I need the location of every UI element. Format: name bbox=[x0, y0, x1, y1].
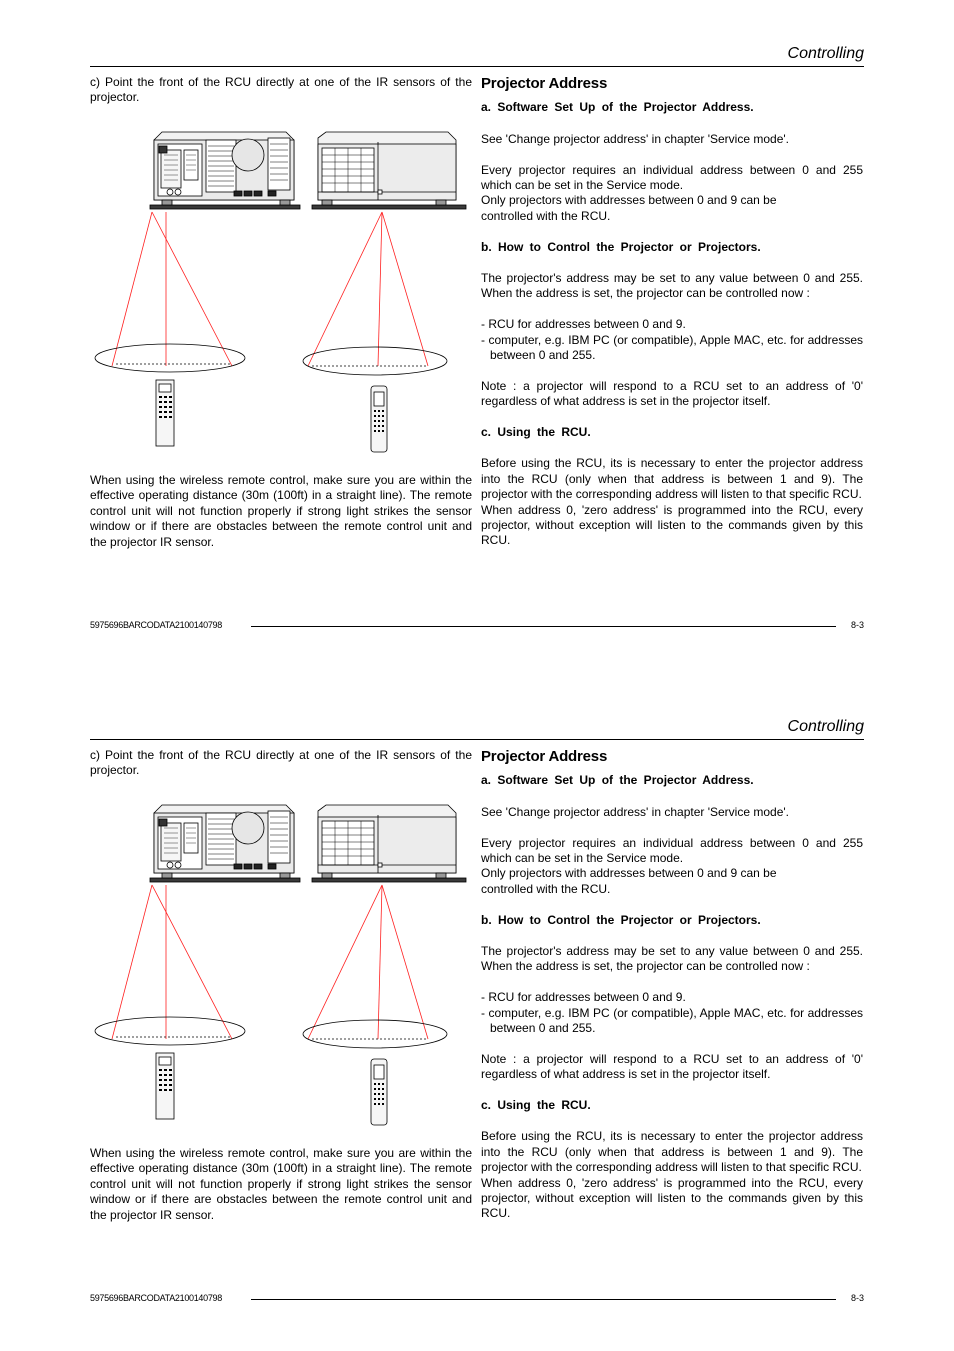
operating-range-ellipse bbox=[95, 344, 447, 375]
operating-range-ellipse bbox=[95, 1017, 447, 1048]
remote-control-icon bbox=[156, 380, 174, 446]
subheading-b: b. How to Control the Projector or Projectors. bbox=[481, 239, 761, 254]
paragraph: See 'Change projector address' in chapter 'Service mode'. bbox=[481, 804, 789, 819]
ir-beam bbox=[112, 885, 428, 1039]
subheading-a: a. Software Set Up of the Projector Address. bbox=[481, 100, 754, 115]
section-title: Projector Address bbox=[481, 748, 608, 765]
paragraph: Every projector requires an individual address between 0 and 255 which can be set in the Service mode. bbox=[481, 835, 863, 866]
left-column bbox=[90, 75, 472, 106]
note-text: Note : a projector will respond to a RCU set to an address of '0' regardless of what address is set in the projector itself. bbox=[481, 378, 863, 409]
paragraph: When address 0, 'zero address' is programmed into the RCU, every projector, without exception will listen to the commands given by this RCU. bbox=[481, 502, 863, 548]
remote-control-icon bbox=[371, 386, 387, 452]
projector-rear-icon bbox=[312, 132, 466, 209]
manual-page bbox=[0, 673, 954, 1346]
footer-doc-code: 5975696BARCODATA2100140798 bbox=[90, 1293, 222, 1303]
note-text: Note : a projector will respond to a RCU set to an address of '0' regardless of what address is set in the projector itself. bbox=[481, 1051, 863, 1082]
right-column bbox=[481, 748, 863, 1222]
paragraph: Only projectors with addresses between 0 and 9 can be controlled with the RCU. bbox=[481, 193, 777, 223]
chapter-title: Controlling bbox=[787, 718, 864, 735]
operating-distance-note: When using the wireless remote control, make sure you are within the effective operating distance (30m (100ft) in a straight line). The remote control unit will not function properly if strong light strikes the sensor window or if there are obstacles between the remote control unit and the projector IR sensor. bbox=[90, 1146, 472, 1222]
projector-rear-icon bbox=[312, 805, 466, 882]
chapter-title: Controlling bbox=[787, 45, 864, 62]
paragraph: The projector's address may be set to any value between 0 and 255. When the address is set, the projector can be controlled now : bbox=[481, 944, 863, 974]
list-item: - computer, e.g. IBM PC (or compatible), Apple MAC, etc. for addresses between 0 and 255. bbox=[481, 1005, 863, 1036]
subheading-c: c. Using the RCU. bbox=[481, 1098, 591, 1113]
list-item: - RCU for addresses between 0 and 9. bbox=[481, 990, 686, 1005]
subheading-b: b. How to Control the Projector or Projectors. bbox=[481, 912, 761, 927]
operating-distance-note: When using the wireless remote control, make sure you are within the effective operating distance (30m (100ft) in a straight line). The remote control unit will not function properly if strong light strikes the sensor window or if there are obstacles between the remote control unit and the projector IR sensor. bbox=[90, 473, 472, 549]
manual-page bbox=[0, 0, 954, 673]
footer-rule bbox=[251, 626, 836, 627]
projector-front-icon bbox=[150, 132, 300, 209]
list-item: - RCU for addresses between 0 and 9. bbox=[481, 317, 686, 332]
rcu-illustration bbox=[90, 128, 472, 458]
paragraph: See 'Change projector address' in chapter 'Service mode'. bbox=[481, 131, 789, 146]
subheading-c: c. Using the RCU. bbox=[481, 425, 591, 440]
right-column bbox=[481, 75, 863, 549]
rcu-illustration bbox=[90, 801, 472, 1131]
list-item: - computer, e.g. IBM PC (or compatible), Apple MAC, etc. for addresses between 0 and 255. bbox=[481, 332, 863, 363]
instruction-text: c) Point the front of the RCU directly at one of the IR sensors of the projector. bbox=[90, 748, 472, 778]
paragraph: Before using the RCU, its is necessary to enter the projector address into the RCU (only when that address is between 1 and 9). The projector with the corresponding address will listen to that specific RCU. bbox=[481, 456, 863, 502]
instruction-text: c) Point the front of the RCU directly at one of the IR sensors of the projector. bbox=[90, 75, 472, 105]
section-title: Projector Address bbox=[481, 75, 608, 92]
paragraph: The projector's address may be set to any value between 0 and 255. When the address is set, the projector can be controlled now : bbox=[481, 271, 863, 301]
paragraph: When address 0, 'zero address' is programmed into the RCU, every projector, without exception will listen to the commands given by this RCU. bbox=[481, 1175, 863, 1221]
paragraph: Only projectors with addresses between 0 and 9 can be controlled with the RCU. bbox=[481, 866, 777, 896]
remote-control-icon bbox=[156, 1053, 174, 1119]
header-rule bbox=[90, 66, 864, 67]
ir-beam bbox=[112, 212, 428, 366]
header-rule bbox=[90, 739, 864, 740]
subheading-a: a. Software Set Up of the Projector Address. bbox=[481, 773, 754, 788]
paragraph: Every projector requires an individual address between 0 and 255 which can be set in the Service mode. bbox=[481, 162, 863, 193]
paragraph: Before using the RCU, its is necessary to enter the projector address into the RCU (only when that address is between 1 and 9). The projector with the corresponding address will listen to that specific RCU. bbox=[481, 1129, 863, 1175]
remote-control-icon bbox=[371, 1059, 387, 1125]
page-number: 8-3 bbox=[850, 1293, 864, 1303]
projector-front-icon bbox=[150, 805, 300, 882]
footer-doc-code: 5975696BARCODATA2100140798 bbox=[90, 620, 222, 630]
left-column bbox=[90, 748, 472, 779]
page-number: 8-3 bbox=[850, 620, 864, 630]
footer-rule bbox=[251, 1299, 836, 1300]
